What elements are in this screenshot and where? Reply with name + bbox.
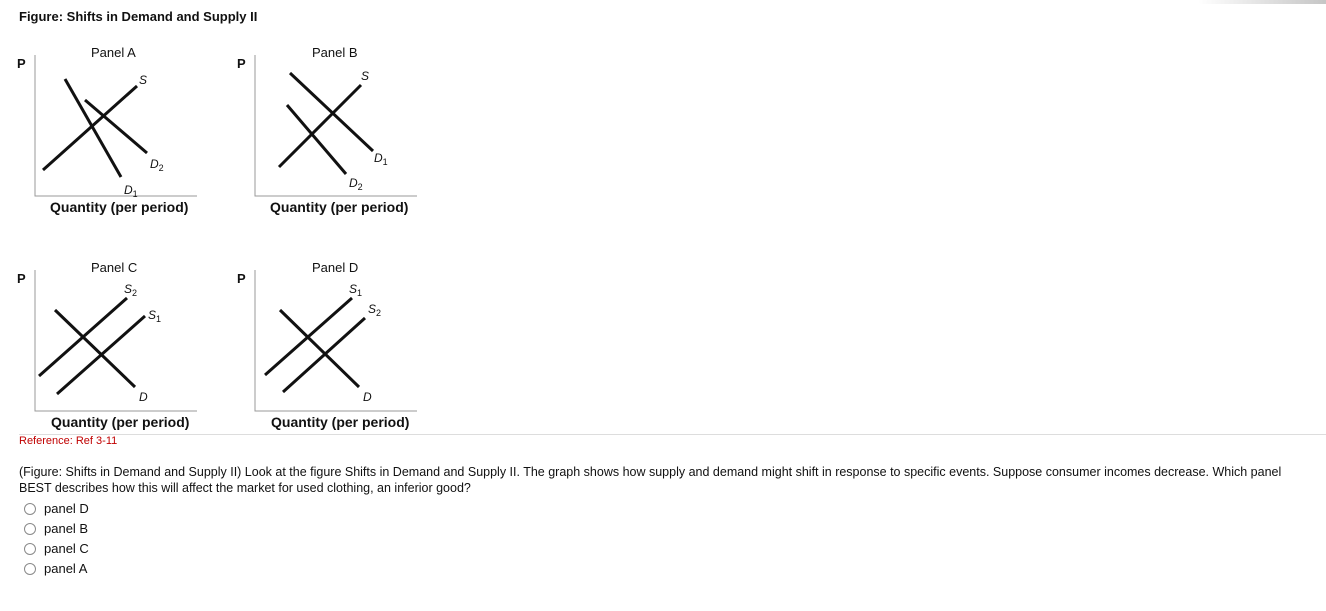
price-axis-label: P [237, 271, 246, 286]
option-panel-b[interactable] [24, 518, 89, 538]
axes [255, 55, 417, 196]
panel-b-title: Panel B [312, 45, 358, 60]
panel-a-title: Panel A [91, 45, 136, 60]
reference-text: Reference: Ref 3-11 [19, 435, 118, 447]
radio-circle-icon[interactable] [24, 543, 36, 555]
quantity-axis-label: Quantity (per period) [50, 199, 189, 215]
panel-d-title: Panel D [312, 260, 359, 275]
label-d2: $D_2$ [150, 157, 164, 173]
panel-c-title: Panel C [91, 260, 138, 275]
option-panel-d[interactable] [24, 498, 89, 518]
quantity-axis-label: Quantity (per period) [271, 414, 410, 430]
supply-curve-s [279, 85, 361, 167]
panel-d-graph [255, 270, 425, 415]
figure-title: Figure: Shifts in Demand and Supply II [19, 9, 258, 24]
panel-a [17, 45, 245, 225]
price-axis-label: P [17, 271, 26, 286]
label-s2: $S_2$ [124, 282, 138, 298]
panel-c-graph [35, 270, 205, 415]
demand-curve-d1 [65, 79, 121, 177]
label-d: D [139, 390, 148, 404]
label-s1: $S_1$ [349, 282, 363, 298]
radio-circle-icon[interactable] [24, 563, 36, 575]
quantity-axis-label: Quantity (per period) [51, 414, 190, 430]
label-s: S [361, 69, 370, 83]
section-divider [19, 434, 1326, 435]
radio-circle-icon[interactable] [24, 503, 36, 515]
question-text: (Figure: Shifts in Demand and Supply II) Look at the figure Shifts in Demand and Supply II. The graph shows how supply and demand might shift in response to specific events. Suppose consumer incomes decrease. Which panel BEST describes how this will affect the market for used clothing, an inferior good? [19, 465, 1282, 495]
demand-curve-d [55, 310, 135, 387]
option-label[interactable]: panel B [44, 520, 89, 536]
panel-d [237, 260, 465, 440]
label-d: D [363, 390, 372, 404]
demand-curve-d [280, 310, 359, 387]
label-s1: $S_1$ [148, 308, 162, 324]
option-label[interactable]: panel C [44, 540, 89, 556]
axes [255, 270, 417, 411]
label-s2: $S_2$ [368, 302, 382, 318]
answer-options [24, 498, 89, 578]
quantity-axis-label: Quantity (per period) [270, 199, 409, 215]
demand-curve-d2 [85, 100, 147, 153]
window-edge-shadow [1198, 0, 1326, 4]
option-panel-a[interactable] [24, 558, 89, 578]
panel-b-graph [255, 55, 425, 200]
panel-a-graph [35, 55, 205, 200]
option-label[interactable]: panel D [44, 500, 89, 516]
label-d2: $D_2$ [349, 176, 363, 192]
label-d1: $D_1$ [374, 151, 388, 167]
price-axis-label: P [17, 56, 26, 71]
price-axis-label: P [237, 56, 246, 71]
panel-c [17, 260, 245, 440]
option-label[interactable]: panel A [44, 560, 88, 576]
option-panel-c[interactable] [24, 538, 89, 558]
radio-circle-icon[interactable] [24, 523, 36, 535]
label-s: S [139, 73, 148, 87]
panel-b [237, 45, 465, 225]
label-d1: $D_1$ [124, 183, 138, 199]
supply-curve-s [43, 86, 137, 170]
